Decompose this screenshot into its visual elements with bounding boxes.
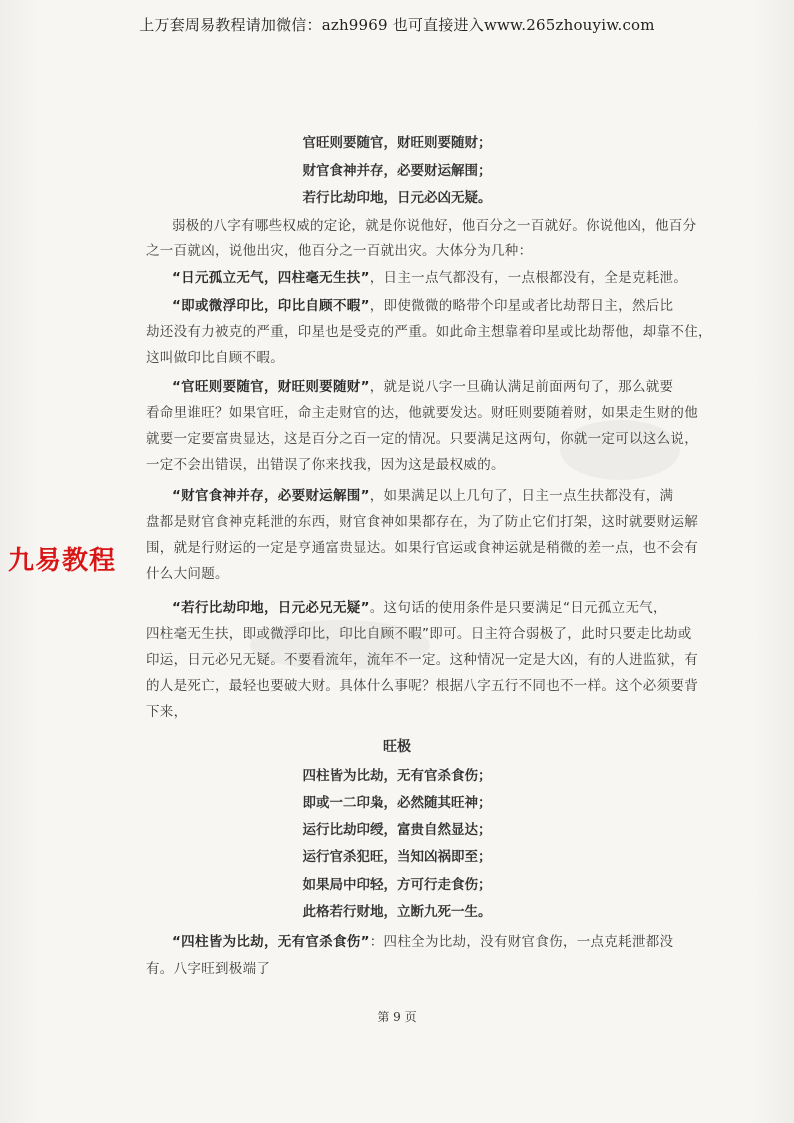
paragraph-line: 印运，日元必兄无疑。不要看流年，流年不一定。这种情况一定是大凶，有的人进监狱，有 <box>146 652 698 668</box>
paragraph-line: 围，就是行财运的一定是亨通富贵显达。如果行官运或食神运就是稍微的差一点，也不会有 <box>146 540 698 556</box>
section-verse: 此格若行财地，立断九死一生。 <box>302 904 492 920</box>
paragraph-line: “财官食神并存，必要财运解围”，如果满足以上几句了，日主一点生扶都没有，满 <box>172 488 674 504</box>
section-verse: 运行比劫印绶，富贵自然显达； <box>302 822 492 838</box>
paragraph-lead: “财官食神并存，必要财运解围” <box>172 488 370 504</box>
paragraph-line: 弱极的八字有哪些权威的定论，就是你说他好，他百分之一百就好。你说他凶，他百分 <box>172 218 697 234</box>
section-verse: 运行官杀犯旺，当知凶祸即至； <box>302 849 492 865</box>
opening-verse: 财官食神并存，必要财运解围； <box>302 163 492 179</box>
watermark-logo: 九易教程 <box>8 546 117 576</box>
paragraph-line: 的人是死亡，最轻也要破大财。具体什么事呢？根据八字五行不同也不一样。这个必须要背 <box>146 678 698 694</box>
section-verse: 四柱皆为比劫，无有官杀食伤； <box>302 768 492 784</box>
paragraph-line: “若行比劫印地，日元必兄无疑”。这句话的使用条件是只要满足“日元孤立无气， <box>172 600 667 616</box>
paragraph-lead: “四柱皆为比劫，无有官杀食伤” <box>172 934 370 950</box>
paragraph-lead: “日元孤立无气，四柱毫无生扶” <box>172 270 370 286</box>
paragraph-line: 什么大问题。 <box>146 566 229 582</box>
paragraph-line: 就要一定要富贵显达，这是百分之百一定的情况。只要满足这两句，你就一定可以这么说， <box>146 431 698 447</box>
paragraph-line: “四柱皆为比劫，无有官杀食伤”：四柱全为比劫，没有财官食伤，一点克耗泄都没 <box>172 934 674 950</box>
opening-verse: 若行比劫印地，日元必凶无疑。 <box>302 190 492 206</box>
paragraph-line: “即或微浮印比，印比自顾不暇”，即使微微的略带个印星或者比劫帮日主，然后比 <box>172 298 674 314</box>
paragraph-line: 一定不会出错误，出错误了你来找我，因为这是最权威的。 <box>146 457 505 473</box>
paragraph-line: 劫还没有力被克的严重，印星也是受克的严重。如此命主想靠着印星或比劫帮他，却靠不住， <box>146 324 712 340</box>
top-banner: 上万套周易教程请加微信：azh9969 也可直接进入www.265zhouyiw.com <box>139 16 655 34</box>
paragraph-lead: “即或微浮印比，印比自顾不暇” <box>172 298 370 314</box>
paragraph-line: 四柱毫无生扶，即或微浮印比，印比自顾不暇”即可。日主符合弱极了，此时只要走比劫或 <box>146 626 692 642</box>
section-verse: 即或一二印枭，必然随其旺神； <box>302 795 492 811</box>
paragraph-lead: “若行比劫印地，日元必兄无疑” <box>172 600 370 616</box>
paragraph-line: 之一百就凶，说他出灾，他百分之一百就出灾。大体分为几种： <box>146 243 533 259</box>
section-verse: 如果局中印轻，方可行走食伤； <box>302 877 492 893</box>
paragraph-line: “日元孤立无气，四柱毫无生扶”，日主一点气都没有，一点根都没有，全是克耗泄。 <box>172 270 688 286</box>
section-title: 旺极 <box>383 739 411 755</box>
paragraph-line: “官旺则要随官，财旺则要随财”，就是说八字一旦确认满足前面两句了，那么就要 <box>172 379 674 395</box>
paragraph-line: 盘都是财官食神克耗泄的东西，财官食神如果都存在，为了防止它们打架，这时就要财运解 <box>146 514 698 530</box>
page-number: 第 9 页 <box>377 1010 417 1024</box>
paragraph-line: 这叫做印比自顾不暇。 <box>146 350 284 366</box>
paragraph-line: 有。八字旺到极端了 <box>146 961 271 977</box>
paragraph-line: 看命里谁旺？如果官旺，命主走财官的达，他就要发达。财旺则要随着财，如果走生财的他 <box>146 405 698 421</box>
paragraph-line: 下来， <box>146 704 188 720</box>
paragraph-lead: “官旺则要随官，财旺则要随财” <box>172 379 370 395</box>
opening-verse: 官旺则要随官，财旺则要随财； <box>302 135 492 151</box>
